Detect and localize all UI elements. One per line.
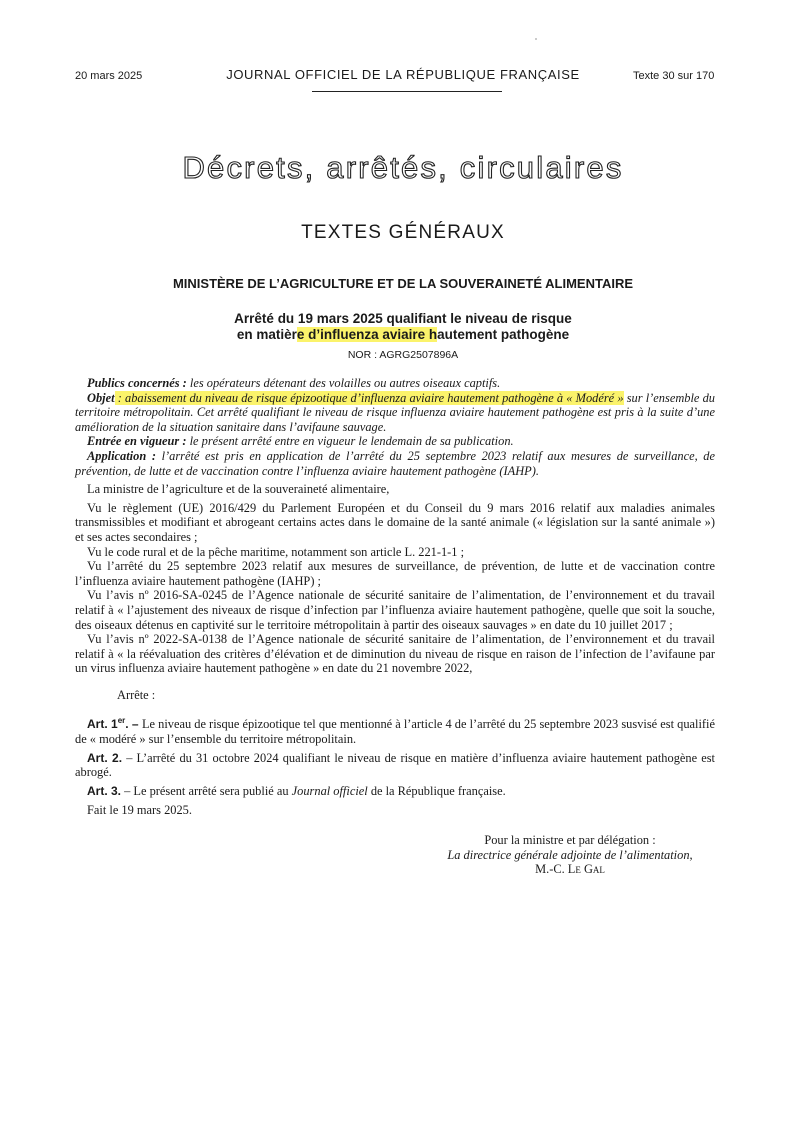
article-label: Art. 2.	[87, 750, 123, 765]
summary-highlight: : abaissement du niveau de risque épizootique d’influenza aviaire hautement pathogène à « Modéré »	[114, 390, 624, 405]
summary-text: le présent arrêté entre en vigueur le lendemain de sa publication.	[186, 434, 514, 449]
summary-publics	[75, 376, 715, 391]
article-3	[75, 784, 715, 799]
preamble-arrete: Arrête :	[117, 687, 156, 702]
decree-body	[75, 376, 715, 817]
decree-title	[0, 311, 806, 343]
scan-speck	[535, 38, 537, 40]
summary-label: Publics concernés :	[87, 376, 187, 390]
signature-delegation: Pour la ministre et par délégation :	[484, 833, 656, 847]
article-text: – Le présent arrêté sera publié au	[121, 783, 292, 798]
preamble-vu: Vu l’avis nº 2016-SA-0245 de l’Agence nationale de sécurité sanitaire de l’alimentation, de l’environnement et du travail relatif à « l’ajustement des niveaux de risque d’infection par l’influenza aviaire hautement pathogène, quelle que soit la souche, des oiseaux détenus en captivité sur le territoire métropolitain à partir des oiseaux sauvages » en date du 10 juillet 2017 ;	[75, 588, 715, 632]
signature-role: La directrice générale adjointe de l’alimentation,	[447, 847, 693, 862]
article-label: Art. 3.	[87, 783, 122, 798]
summary-text: les opérateurs détenant des volailles ou autres oiseaux captifs.	[186, 376, 501, 390]
summary-objet	[75, 391, 715, 435]
summary-application	[75, 449, 715, 478]
signature-name	[410, 862, 730, 877]
article-label: Art. 1	[87, 717, 118, 732]
fait-le: Fait le 19 mars 2025.	[87, 802, 192, 817]
summary-text: sur l’ensemble du territoire métropolitain. Cet arrêté qualifiant le niveau de risque influenza aviaire hautement pathogène est pris à la suite d’une amélioration de la situation sanitaire dans l’avifaune sauvage.	[75, 390, 715, 434]
text-number: Texte 30 sur 170	[633, 70, 715, 82]
ministry-heading: MINISTÈRE DE L’AGRICULTURE ET DE LA SOUVERAINETÉ ALIMENTAIRE	[172, 276, 634, 291]
preamble-intro: La ministre de l’agriculture et de la souveraineté alimentaire,	[87, 482, 390, 497]
title-part: autement pathogène	[437, 327, 570, 342]
article-text: Le niveau de risque épizootique tel que mentionné à l’article 4 de l’arrêté du 25 septembre 2023 susvisé est qualifié de « modéré » sur l’ensemble du territoire métropolitain.	[75, 717, 715, 747]
nor-reference: NOR : AGRG2507896A	[347, 349, 459, 361]
decree-title-line1: Arrêté du 19 mars 2025 qualifiant le niveau de risque	[234, 311, 572, 326]
preamble-vu: Vu l’arrêté du 25 septembre 2023 relatif aux mesures de surveillance, de prévention, de lutte et de vaccination contre l’influenza aviaire hautement pathogène (IAHP) ;	[75, 559, 715, 588]
article-separator: . –	[125, 717, 142, 732]
summary-label: Entrée en vigueur :	[87, 434, 187, 449]
title-highlight: e d’influenza aviaire h	[296, 327, 438, 342]
article-text: – L’arrêté du 31 octobre 2024 qualifiant le niveau de risque en matière d’influenza aviaire hautement pathogène est abrogé.	[75, 750, 715, 780]
article-text-italic: Journal officiel	[291, 783, 368, 798]
summary-text: l’arrêté est pris en application de l’arrêté du 25 septembre 2023 relatif aux mesures de surveillance, de prévention, de lutte et de vaccination contre l’influenza aviaire hautement pathogène (IAHP).	[75, 448, 715, 478]
summary-label: Application :	[87, 448, 156, 463]
section-heading: TEXTES GÉNÉRAUX	[301, 222, 505, 243]
summary-label: Objet	[87, 390, 115, 405]
title-part: en matièr	[236, 327, 297, 342]
article-2	[75, 751, 715, 780]
signature-initials: M.-C.	[535, 862, 568, 877]
article-sup: er	[117, 716, 126, 726]
preamble-vu: Vu le règlement (UE) 2016/429 du Parlement Européen et du Conseil du 9 mars 2016 relatif aux maladies animales transmissibles et modifiant et abrogeant certains actes dans le domaine de la santé animale (« législation sur la santé animale ») et ses actes secondaires ;	[75, 500, 715, 544]
article-1	[75, 714, 715, 746]
journal-title: JOURNAL OFFICIEL DE LA RÉPUBLIQUE FRANÇAISE	[226, 67, 580, 82]
summary-entree	[75, 434, 715, 449]
signature-surname: Le Gal	[567, 862, 605, 877]
issue-date: 20 mars 2025	[75, 70, 143, 82]
preamble-vu: Vu le code rural et de la pêche maritime, notamment son article L. 221-1-1 ;	[87, 544, 465, 559]
article-text: de la République française.	[367, 783, 506, 798]
decree-title-line2	[0, 327, 806, 343]
signature-block	[410, 833, 730, 877]
preamble-vu: Vu l’avis nº 2022-SA-0138 de l’Agence nationale de sécurité sanitaire de l’alimentation, de l’environnement et du travail relatif à « la réévaluation des critères d’élévation et de diminution du niveau de risque en raison de l’infection de l’avifaune par un virus influenza aviaire hautement pathogène » en date du 21 novembre 2022,	[75, 632, 715, 676]
header-rule	[312, 91, 502, 92]
rubric-heading: Décrets, arrêtés, circulaires	[182, 150, 624, 185]
